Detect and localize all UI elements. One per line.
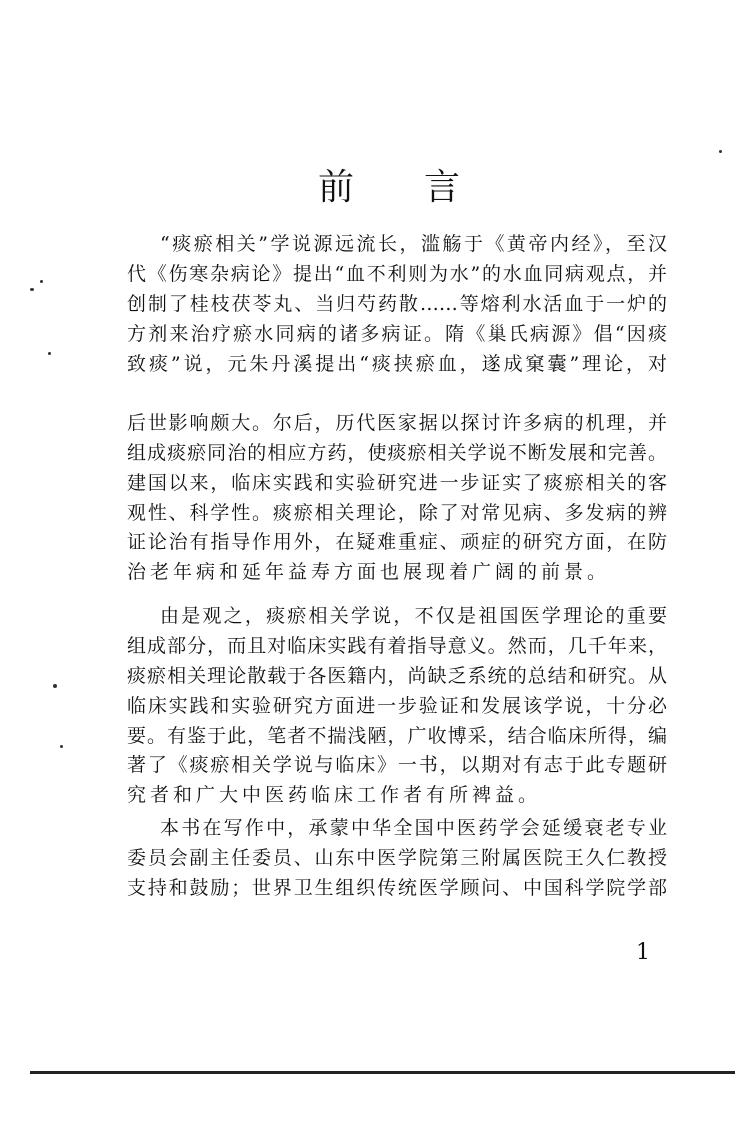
text-line: 代《伤寒杂病论》提出“血不利则为水”的水血同病观点，并 bbox=[127, 263, 667, 285]
text-line: 要。有鉴于此，笔者不揣浅陋，广收博采，结合临床所得，编 bbox=[127, 725, 667, 747]
text-line: 组成痰瘀同治的相应方药，使痰瘀相关学说不断发展和完善。 bbox=[127, 442, 667, 464]
text-line: 本书在写作中，承蒙中华全国中医药学会延缓衰老专业 bbox=[160, 817, 667, 839]
scan-speck bbox=[53, 684, 57, 688]
title-char: 前 bbox=[318, 167, 355, 208]
text-line: 后世影响颇大。尔后，历代医家据以探讨许多病的机理，并 bbox=[127, 412, 667, 434]
scan-speck bbox=[719, 150, 722, 153]
text-line: 委员会副主任委员、山东中医学院第三附属医院王久仁教授 bbox=[127, 847, 667, 869]
text-line: 支持和鼓励；世界卫生组织传统医学顾问、中国科学院学部 bbox=[127, 877, 667, 899]
text-line: 究者和广大中医药临床工作者有所裨益。 bbox=[127, 784, 542, 806]
title-char: 言 bbox=[424, 167, 461, 208]
bottom-rule bbox=[30, 1071, 735, 1074]
text-line: 致痰”说，元朱丹溪提出“痰挟瘀血，遂成窠囊”理论，对 bbox=[127, 353, 667, 375]
text-line: 证论治有指导作用外，在疑难重症、顽症的研究方面，在防 bbox=[127, 531, 667, 553]
page-title bbox=[0, 166, 737, 210]
scan-speck bbox=[48, 352, 51, 355]
text-line: 临床实践和实验研究方面进一步验证和发展该学说，十分必 bbox=[127, 695, 667, 717]
text-line: 方剂来治疗瘀水同病的诸多病证。隋《巢氏病源》倡“因痰 bbox=[127, 323, 667, 345]
text-line: 由是观之，痰瘀相关学说，不仅是祖国医学理论的重要 bbox=[160, 605, 667, 627]
text-line: 观性、科学性。痰瘀相关理论，除了对常见病、多发病的辨 bbox=[127, 502, 667, 524]
page-number: 1 bbox=[636, 940, 650, 965]
text-line: 组成部分，而且对临床实践有着指导意义。然而，几千年来， bbox=[127, 635, 667, 657]
scan-speck bbox=[60, 745, 63, 748]
text-line: 建国以来，临床实践和实验研究进一步证实了痰瘀相关的客 bbox=[127, 472, 667, 494]
text-line: 著了《痰瘀相关学说与临床》一书，以期对有志于此专题研 bbox=[127, 754, 667, 776]
text-line: “痰瘀相关”学说源远流长，滥觞于《黄帝内经》，至汉 bbox=[160, 233, 667, 255]
scan-speck bbox=[30, 288, 34, 291]
scan-speck bbox=[40, 280, 43, 283]
text-line: 创制了桂枝茯苓丸、当归芍药散……等熔利水活血于一炉的 bbox=[127, 293, 667, 315]
text-line: 痰瘀相关理论散载于各医籍内，尚缺乏系统的总结和研究。从 bbox=[127, 665, 667, 687]
text-line: 治老年病和延年益寿方面也展现着广阔的前景。 bbox=[127, 561, 611, 583]
